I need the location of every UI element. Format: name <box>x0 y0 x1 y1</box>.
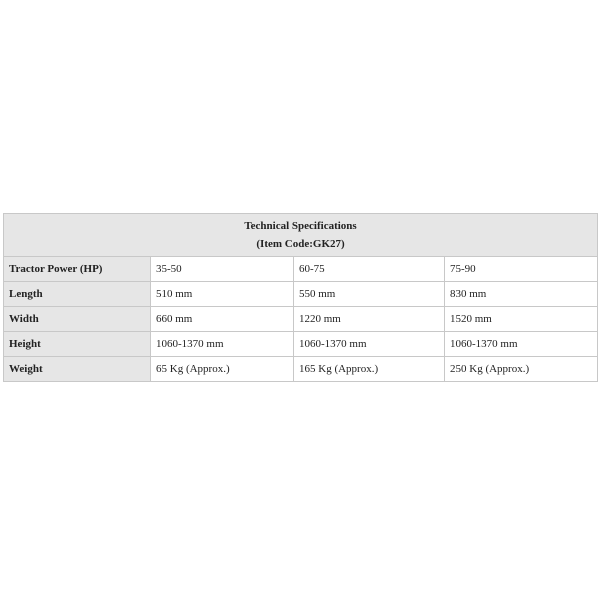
cell-value: 1060-1370 mm <box>151 332 294 357</box>
table-row-width <box>4 307 598 332</box>
cell-value: 65 Kg (Approx.) <box>151 357 294 382</box>
table-row-length <box>4 282 598 307</box>
row-label: Height <box>4 332 151 357</box>
cell-value: 550 mm <box>294 282 445 307</box>
cell-value: 1060-1370 mm <box>445 332 598 357</box>
cell-value: 35-50 <box>151 257 294 282</box>
row-label: Width <box>4 307 151 332</box>
table-header-row <box>4 214 598 257</box>
cell-value: 1060-1370 mm <box>294 332 445 357</box>
table-title <box>4 214 598 257</box>
cell-value: 1520 mm <box>445 307 598 332</box>
table-row-tractor-power <box>4 257 598 282</box>
cell-value: 60-75 <box>294 257 445 282</box>
cell-value: 165 Kg (Approx.) <box>294 357 445 382</box>
cell-value: 510 mm <box>151 282 294 307</box>
cell-value: 75-90 <box>445 257 598 282</box>
cell-value: 830 mm <box>445 282 598 307</box>
cell-value: 660 mm <box>151 307 294 332</box>
table-row-height <box>4 332 598 357</box>
table-row-weight <box>4 357 598 382</box>
cell-value: 250 Kg (Approx.) <box>445 357 598 382</box>
table-title-line-1: Technical Specifications <box>244 220 357 232</box>
cell-value: 1220 mm <box>294 307 445 332</box>
row-label: Weight <box>4 357 151 382</box>
row-label: Length <box>4 282 151 307</box>
technical-specifications-table <box>3 213 598 382</box>
row-label: Tractor Power (HP) <box>4 257 151 282</box>
table-title-line-2: (Item Code:GK27) <box>256 238 345 250</box>
